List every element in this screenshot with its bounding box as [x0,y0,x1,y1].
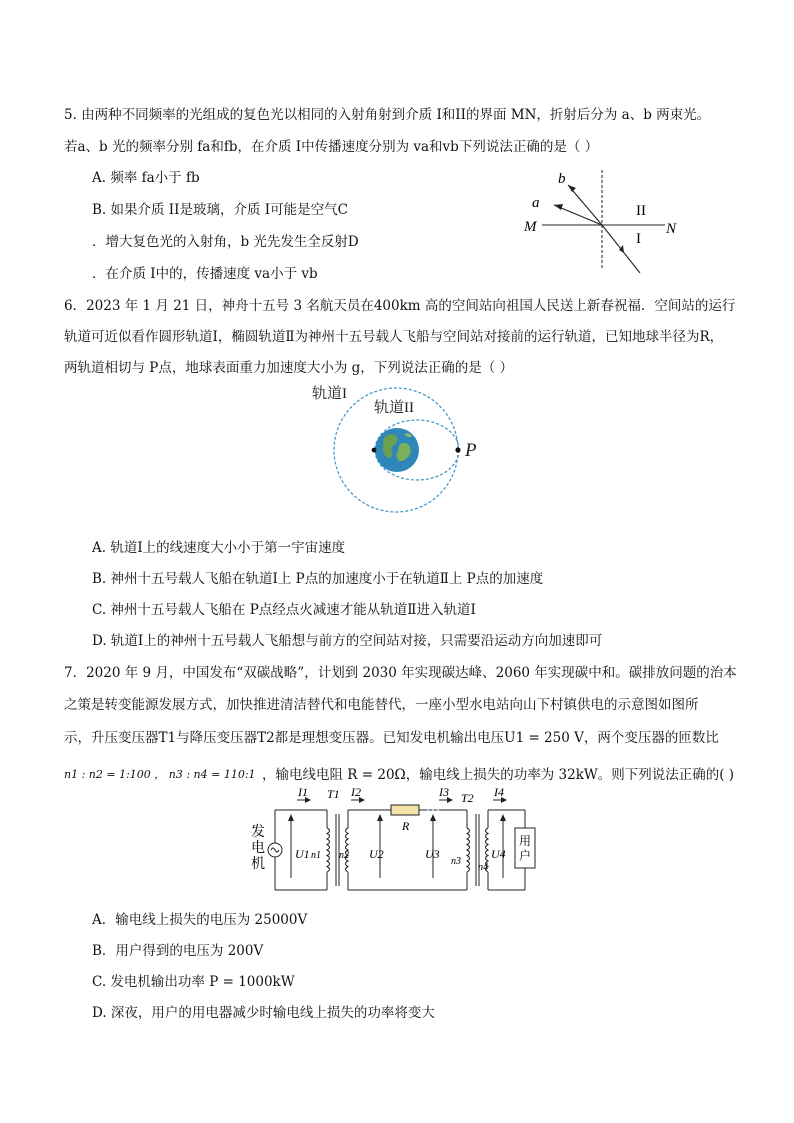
label-b: b [558,171,566,187]
label-p: P [465,440,477,461]
q6-stem-line1: 6．2023 年 1 月 21 日，神舟十五号 3 名航天员在400km 高的空间站向祖国人民送上新春祝福．空间站的运行 [64,298,736,314]
label-u1: U1 [295,847,310,861]
q6-orbit-figure [300,378,500,523]
q5-option-c: ．增大复色光的入射角，b 光先发生全反射D [92,234,359,250]
label-n2: n2 [339,850,349,861]
user-label-2: 户 [519,849,532,863]
q5-refraction-figure [520,165,690,273]
q7-circuit-figure [245,788,555,906]
label-n4: n4 [478,862,488,873]
q5-option-a: A. 频率 fa小于 fb [92,170,200,186]
q6-stem-line3: 两轨道相切与 P点，地球表面重力加速度大小为 g，下列说法正确的是（ ） [64,360,514,376]
label-u2: U2 [369,847,384,861]
label-i4: I4 [494,788,504,799]
q6-option-a: A. 轨道Ⅰ上的线速度大小小于第一宇宙速度 [92,540,346,556]
label-orbit-i: 轨道I [312,386,347,402]
label-i2: I2 [351,788,361,799]
q7-stem-line1: 7．2020 年 9 月，中国发布“双碳战略”，计划到 2030 年实现碳达峰、2060 年实现碳中和。碳排放问题的治本 [64,665,737,681]
label-n1: n1 [311,850,321,861]
coil-n1 [327,828,330,872]
label-t2: T2 [461,791,474,805]
ray-b [568,185,602,225]
generator-label-3: 机 [251,857,265,872]
q6-option-c: C. 神州十五号载人飞船在 P点经点火减速才能从轨道Ⅱ进入轨道Ⅰ [92,602,476,618]
q6-stem-line2: 轨道可近似看作圆形轨道Ⅰ，椭圆轨道Ⅱ为神州十五号载人飞船与空间站对接前的运行轨道，已知地球半径为R， [64,329,724,345]
label-medium-i: I [636,231,641,247]
q5-stem-line2: 若a、b 光的频率分别 fa和fb，在介质 I中传播速度分别为 va和vb下列说法正确的是（ ） [64,139,599,155]
label-a: a [532,195,540,211]
label-t1: T1 [327,788,340,801]
earth-icon [375,428,419,472]
incident-arrow [619,245,624,253]
label-n3: n3 [451,856,461,867]
user-label-1: 用 [519,834,532,848]
generator-label-1: 发 [251,825,265,840]
ray-a-arrow [554,204,563,210]
q7-option-d: D. 深夜，用户的用电器减少时输电线上损失的功率将变大 [92,1005,435,1021]
q5-option-b: B. 如果介质 II是玻璃，介质 I可能是空气C [92,202,348,218]
coil-n3 [467,828,470,872]
generator-icon [268,843,282,857]
q5-stem-line1: 5. 由两种不同频率的光组成的复色光以相同的入射角射到介质 I和II的界面 MN，折射后分为 a、b 两束光。 [64,107,711,123]
label-medium-ii: II [636,203,646,219]
resistor-r [391,805,419,815]
label-u3: U3 [425,847,440,861]
q7-stem-line2: 之策是转变能源发展方式，加快推进清洁替代和电能替代，一座小型水电站向山下村镇供电的示意图如图所 [64,697,699,713]
point-p [455,447,460,452]
q7-turns-ratio: n1 : n2 = 1:100 ， n3 : n4 = 110:1 [64,768,256,781]
q7-stem-line3: 示，升压变压器T1与降压变压器T2都是理想变压器。已知发电机输出电压U1 = 250 V，两个变压器的匝数比 [64,730,719,746]
q6-option-d: D. 轨道Ⅰ上的神州十五号载人飞船想与前方的空间站对接，只需要沿运动方向加速即可 [92,633,603,649]
q7-option-b: B．用户得到的电压为 200V [92,943,264,959]
label-n: N [666,221,677,237]
label-m: M [524,219,537,235]
q6-option-b: B. 神州十五号载人飞船在轨道Ⅰ上 P点的加速度小于在轨道Ⅱ上 P点的加速度 [92,571,544,587]
q7-option-a: A．输电线上损失的电压为 25000V [92,912,308,928]
q5-option-d: ．在介质 I中的，传播速度 va小于 vb [92,266,318,282]
q7-option-c: C. 发电机输出功率 P = 1000kW [92,974,295,990]
ray-b-arrow [568,185,576,192]
perigee-point [372,448,377,453]
q7-stem-line4: ，输电线电阻 R = 20Ω，输电线上损失的功率为 32kW。则下列说法正确的( ) [262,767,735,783]
label-u4: U4 [491,847,506,861]
label-i1: I1 [298,788,308,799]
label-i3: I3 [439,788,449,799]
label-r: R [402,819,410,833]
generator-label-2: 电 [251,841,265,856]
label-orbit-ii: 轨道II [374,400,414,416]
